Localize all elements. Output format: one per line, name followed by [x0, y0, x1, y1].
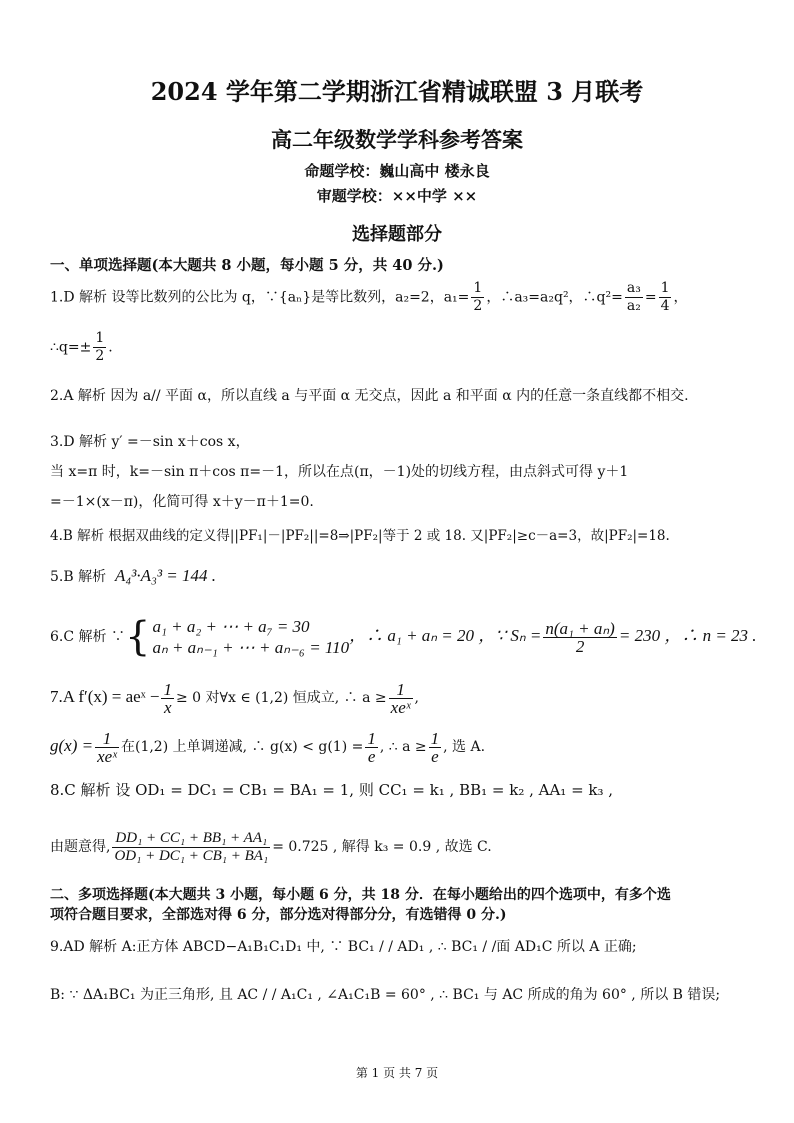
q3-line1: 3.D 解析 y′ =－sin x＋cos x， [50, 434, 250, 450]
q8-end: = 0.725 , 解得 k₃ = 0.9 , 故选 C. [272, 839, 492, 855]
q3-line3: =－1×(x－π)，化简可得 x＋y－π＋1=0. [50, 494, 314, 510]
q7-frac2: $\frac{1}{\text{xeˣ}}$ [390, 679, 411, 717]
section-1-heading: 一、单项选择题(本大题共 8 小题，每小题 5 分，共 40 分.) [50, 257, 444, 274]
q6-line [50, 612, 757, 661]
q5-label: 5.B 解析 [50, 569, 107, 585]
q6-system: { a₁ + a₂ + ⋯ + a₇ = 30 aₙ + aₙ₋₁ + ⋯ + aₙ₋₆ = 110 [124, 614, 350, 660]
q1-frac4: $\frac{1}{2}$ [95, 330, 105, 364]
q7-mid: ≥ 0 对∀x ∈ (1,2) 恒成立, ∴ a ≥ [175, 690, 387, 706]
q6-frac: $\frac{\text{n(a₁ + aₙ)}}{2}$ [545, 618, 615, 656]
q7-frac5: $\frac{1}{e}$ [430, 728, 440, 766]
q7-line2-prefix: g(x) = [50, 736, 94, 755]
author-line: 命题学校：巍山高中 楼永良 [304, 162, 490, 180]
q7-end: , [414, 690, 419, 706]
q1-frac3: $\frac{1}{4}$ [660, 280, 670, 314]
q1-line1 [50, 280, 750, 315]
q6-label: 6.C 解析 ∵ [50, 629, 125, 645]
q7-line1 [50, 675, 750, 720]
q1-middle: ，∴a₃=a₂q²，∴q²= [486, 289, 623, 306]
section-2-line1: 二、多项选择题(本大题共 3 小题，每小题 6 分，共 18 分．在每小题给出的四个选项中，有多个选 [50, 887, 671, 903]
section-2-line2: 项符合题目要求，全部选对得 6 分，部分选对得部分分，有选错得 0 分.) [50, 907, 507, 923]
q1-frac2: $\frac{\text{a₃}}{\text{a₂}}$ [626, 280, 641, 314]
q7-line2-mid2: , ∴ a ≥ [379, 739, 427, 755]
q4-text: 4.B 解析 根据双曲线的定义得||PF₁|－|PF₂||=8⇒|PF₂|等于 2 或 18. 又|PF₂|≥c－a=3，故|PF₂|=18. [50, 528, 670, 544]
q7-frac3: $\frac{1}{\text{xeˣ}}$ [97, 728, 117, 766]
q6-row2: aₙ + aₙ₋₁ + ⋯ + aₙ₋₆ = 110 [152, 638, 350, 657]
q2-text: 2.A 解析 因为 a// 平面 α，所以直线 a 与平面 α 无交点，因此 a 和平面 α 内的任意一条直线都不相交. [50, 388, 689, 404]
q7-line2-end: , 选 A. [443, 739, 486, 755]
q5-line [50, 566, 750, 587]
q8-line1: 8.C 解析 设 OD₁ = DC₁ = CB₁ = BA₁ = 1, 则 CC₁ = k₁ , BB₁ = k₂ , AA₁ = k₃ , [50, 781, 614, 799]
exam-title: 2024 学年第二学期浙江省精诚联盟 3 月联考 [150, 77, 644, 106]
q8-prefix: 由题意得, [50, 839, 111, 855]
q1-prefix: 1.D 解析 设等比数列的公比为 q，∵{aₙ}是等比数列，a₂=2，a₁= [50, 289, 470, 306]
reviewer-line: 审题学校：××中学 ×× [316, 187, 478, 205]
q6-end: = 230 ，∴ n = 23 . [618, 626, 757, 645]
q7-frac1: $\frac{1}{x}$ [163, 679, 172, 717]
q1-line2 [50, 330, 750, 365]
q8-frac: $\frac{\text{DD₁ + CC₁ + BB₁ + AA₁}}{\text{OD₁ + DC₁ + CB₁ + BA₁}}$ [114, 829, 269, 864]
q8-line2 [50, 822, 750, 872]
q1-end: ， [673, 289, 688, 306]
section-title: 选择题部分 [352, 224, 442, 245]
q9-line1: 9.AD 解析 A:正方体 ABCD−A₁B₁C₁D₁ 中, ∵ BC₁ / / AD₁ , ∴ BC₁ / /面 AD₁C 所以 A 正确; [50, 939, 637, 955]
q1-line2-prefix: ∴q=± [50, 339, 92, 356]
q7-line2-mid: 在(1,2) 上单调递减, ∴ g(x) < g(1) = [120, 739, 364, 755]
exam-subtitle: 高二年级数学学科参考答案 [271, 127, 523, 152]
q7-frac4: $\frac{1}{e}$ [367, 728, 376, 766]
q9-line2: B: ∵ ΔA₁BC₁ 为正三角形, 且 AC / / A₁C₁ , ∠A₁C₁B = 60° , ∴ BC₁ 与 AC 所成的角为 60° , 所以 B 错误; [50, 987, 721, 1003]
q1-line2-end: . [108, 339, 113, 356]
q3-line2: 当 x=π 时，k=－sin π＋cos π=－1，所以在点(π，－1)处的切线方程，由点斜式可得 y＋1 [50, 464, 629, 480]
q1-frac1: $\frac{1}{2}$ [473, 280, 483, 314]
q5-math: A₄³·A₃³ = 144 . [115, 566, 217, 585]
q7-line2 [50, 724, 750, 769]
q6-row1: a₁ + a₂ + ⋯ + a₇ = 30 [152, 617, 310, 636]
q6-mid: ，∴ a₁ + aₙ = 20 ，∵ Sₙ = [349, 626, 542, 645]
q1-eq: = [644, 289, 657, 306]
page-footer: 第 1 页 共 7 页 [355, 1066, 439, 1080]
q7-prefix: 7.A f′(x) = aeˣ − [50, 687, 160, 706]
